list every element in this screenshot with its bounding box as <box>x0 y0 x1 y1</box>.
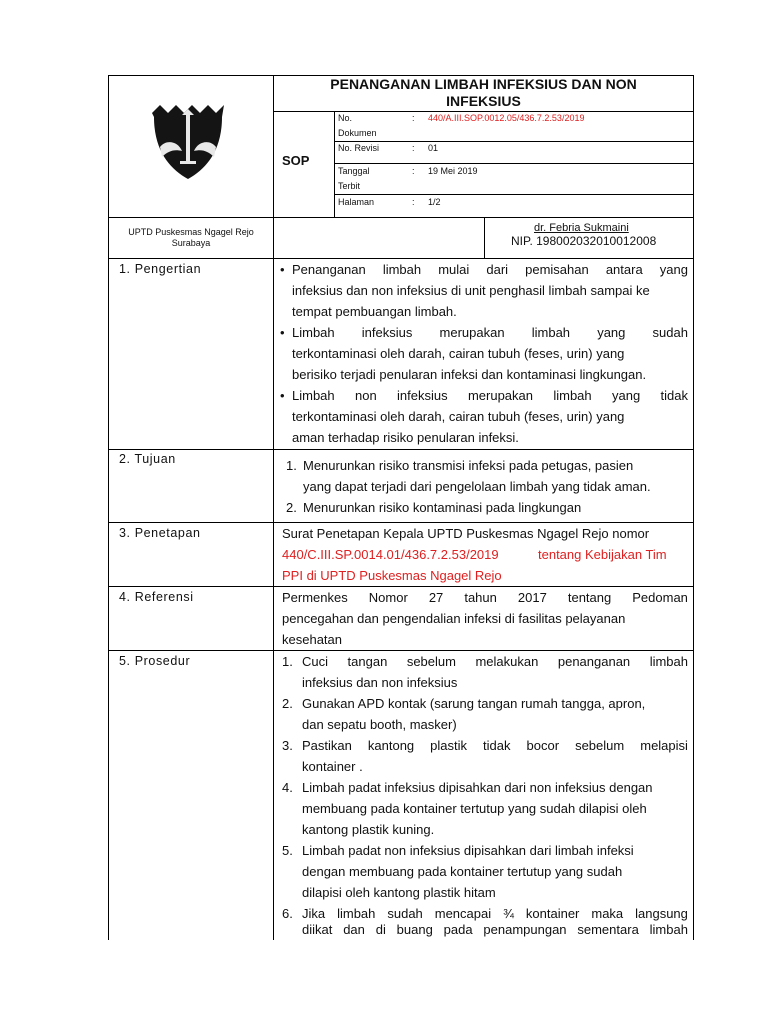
bullet: • <box>280 262 285 277</box>
list-number: 2. <box>282 696 293 711</box>
section-label-tujuan: 2. Tujuan <box>119 452 176 466</box>
word: sebelum <box>406 654 456 669</box>
word: tangan <box>347 654 388 669</box>
word: limbah <box>337 906 376 921</box>
referensi-line: kesehatan <box>282 632 342 647</box>
word: mencapai <box>434 906 492 921</box>
table-border <box>334 194 694 195</box>
revisi-value: 01 <box>428 143 439 153</box>
table-border <box>108 258 694 259</box>
bullet: • <box>280 325 285 340</box>
word: melakukan <box>475 654 539 669</box>
sop-label: SOP <box>282 153 310 168</box>
table-border <box>108 75 109 940</box>
word: melapisi <box>640 738 688 753</box>
table-border <box>693 75 694 940</box>
table-border <box>334 141 694 142</box>
prosedur-line <box>302 922 688 937</box>
list-number: 4. <box>282 780 293 795</box>
word: yang <box>597 325 626 340</box>
tujuan-line: Menurunkan risiko kontaminasi pada lingkungan <box>303 500 582 515</box>
doc-no-label: No. <box>338 113 353 123</box>
table-border <box>108 217 694 218</box>
list-number: 3. <box>282 738 293 753</box>
word: Limbah <box>292 325 335 340</box>
colon: : <box>412 143 415 153</box>
list-number: 2. <box>286 500 297 515</box>
pengertian-line: terkontaminasi oleh darah, cairan tubuh (feses, urin) yang <box>292 346 625 361</box>
document-title-line2: INFEKSIUS <box>446 93 521 109</box>
halaman-value: 1/2 <box>428 197 441 207</box>
word: bocor <box>526 738 560 753</box>
word: tahun <box>464 590 497 605</box>
word: Jika <box>302 906 326 921</box>
word: langsung <box>635 906 688 921</box>
penetapan-line: Surat Penetapan Kepala UPTD Puskesmas Ngagel Rejo nomor <box>282 526 650 541</box>
word: sudah <box>652 325 688 340</box>
organization-city: Surabaya <box>171 238 211 248</box>
prosedur-line: dan sepatu booth, masker) <box>302 717 457 732</box>
word: diikat <box>302 922 333 937</box>
word: buang <box>396 922 433 937</box>
pengertian-line: tempat pembuangan limbah. <box>292 304 457 319</box>
prosedur-line: dilapisi oleh kantong plastik hitam <box>302 885 496 900</box>
doc-no-label: Dokumen <box>338 128 377 138</box>
prosedur-line <box>302 906 688 921</box>
prosedur-line <box>302 738 688 753</box>
word: tidak <box>660 388 688 403</box>
word: infeksius <box>361 325 413 340</box>
colon: : <box>412 113 415 123</box>
word: di <box>375 922 386 937</box>
prosedur-line: Limbah padat infeksius dipisahkan dari non infeksius dengan <box>302 780 653 795</box>
table-border <box>273 111 694 112</box>
word: limbah <box>553 388 592 403</box>
word: sudah <box>387 906 423 921</box>
word: mulai <box>438 262 470 277</box>
word: plastik <box>430 738 468 753</box>
word: Nomor <box>368 590 408 605</box>
word: merupakan <box>439 325 505 340</box>
list-number: 1. <box>282 654 293 669</box>
city-emblem-logo <box>148 101 228 181</box>
table-border <box>334 163 694 164</box>
section-label-pengertian: 1. Pengertian <box>119 262 202 276</box>
table-border <box>484 217 485 258</box>
pengertian-line: terkontaminasi oleh darah, cairan tubuh (feses, urin) yang <box>292 409 625 424</box>
word: maka <box>591 906 624 921</box>
word: dan <box>343 922 365 937</box>
prosedur-line: Gunakan APD kontak (sarung tangan rumah tangga, apron, <box>302 696 646 711</box>
pengertian-line <box>292 388 688 403</box>
tanggal-value: 19 Mei 2019 <box>428 166 478 176</box>
organization-name: UPTD Puskesmas Ngagel Rejo <box>128 227 254 237</box>
prosedur-line: infeksius dan non infeksius <box>302 675 458 690</box>
section-label-penetapan: 3. Penetapan <box>119 526 201 540</box>
word: 2017 <box>517 590 547 605</box>
word: sebelum <box>575 738 625 753</box>
list-number: 6. <box>282 906 293 921</box>
list-number: 1. <box>286 458 297 473</box>
penetapan-line: PPI di UPTD Puskesmas Ngagel Rejo <box>282 568 502 583</box>
tanggal-label: Tanggal <box>338 166 370 176</box>
prosedur-line: dengan membuang pada kontainer tertutup yang sudah <box>302 864 623 879</box>
word: tidak <box>483 738 511 753</box>
table-border <box>108 586 694 587</box>
pengertian-line: berisiko terjadi penularan infeksi dan kontaminasi lingkungan. <box>292 367 647 382</box>
pengertian-line: aman terhadap risiko penularan infeksi. <box>292 430 519 445</box>
table-border <box>108 650 694 651</box>
word: limbah <box>649 922 688 937</box>
pengertian-line <box>292 262 688 277</box>
section-label-referensi: 4. Referensi <box>119 590 194 604</box>
prosedur-line: kantong plastik kuning. <box>302 822 435 837</box>
word: antara <box>605 262 643 277</box>
table-border <box>334 111 335 217</box>
word: sementara <box>577 922 639 937</box>
bullet: • <box>280 388 285 403</box>
prosedur-line: membuang pada kontainer tertutup yang sudah dilapisi oleh <box>302 801 647 816</box>
word: penanganan <box>557 654 631 669</box>
pengertian-line <box>292 325 688 340</box>
referensi-line <box>282 590 688 605</box>
word: Pastikan <box>302 738 352 753</box>
word: tentang <box>567 590 612 605</box>
table-border <box>108 449 694 450</box>
word: kantong <box>367 738 415 753</box>
section-label-prosedur: 5. Prosedur <box>119 654 191 668</box>
word: Permenkes <box>282 590 348 605</box>
word: yang <box>659 262 688 277</box>
table-border <box>108 522 694 523</box>
tujuan-line: Menurunkan risiko transmisi infeksi pada petugas, pasien <box>303 458 634 473</box>
colon: : <box>412 166 415 176</box>
colon: : <box>412 197 415 207</box>
word: dari <box>486 262 509 277</box>
word: Penanganan <box>292 262 366 277</box>
list-number: 5. <box>282 843 293 858</box>
table-border <box>273 75 274 940</box>
word: Limbah <box>292 388 335 403</box>
word: Cuci <box>302 654 329 669</box>
word: limbah <box>382 262 422 277</box>
word: penampungan <box>483 922 567 937</box>
document-title-line1: PENANGANAN LIMBAH INFEKSIUS DAN NON <box>330 76 637 92</box>
word: pada <box>443 922 473 937</box>
word: 27 <box>428 590 444 605</box>
penetapan-sk-number: 440/C.III.SP.0014.01/436.7.2.53/2019 <box>282 547 499 562</box>
penetapan-line: tentang Kebijakan Tim <box>538 547 667 562</box>
word: kontainer <box>525 906 580 921</box>
halaman-label: Halaman <box>338 197 375 207</box>
prosedur-line: Limbah padat non infeksius dipisahkan dari limbah infeksi <box>302 843 634 858</box>
referensi-line: pencegahan dan pengendalian infeksi di fasilitas pelayanan <box>282 611 626 626</box>
signer-nip: NIP. 198002032010012008 <box>511 234 657 248</box>
prosedur-line <box>302 654 688 669</box>
word: infeksius <box>397 388 448 403</box>
revisi-label: No. Revisi <box>338 143 380 153</box>
tujuan-line: yang dapat terjadi dari pengelolaan limbah yang tidak aman. <box>303 479 651 494</box>
word: non <box>354 388 377 403</box>
prosedur-line: kontainer . <box>302 759 363 774</box>
doc-no-value: 440/A.III.SOP.0012.05/436.7.2.53/2019 <box>428 113 585 123</box>
word: limbah <box>649 654 688 669</box>
word: limbah <box>531 325 571 340</box>
pengertian-line: infeksius dan non infeksius di unit penghasil limbah sampai ke <box>292 283 650 298</box>
word: ¾ <box>503 906 514 921</box>
word: Pedoman <box>632 590 688 605</box>
word: merupakan <box>467 388 533 403</box>
tanggal-label: Terbit <box>338 181 361 191</box>
signer-name: dr. Febria Sukmaini <box>534 222 629 234</box>
word: yang <box>611 388 641 403</box>
word: pemisahan <box>525 262 589 277</box>
